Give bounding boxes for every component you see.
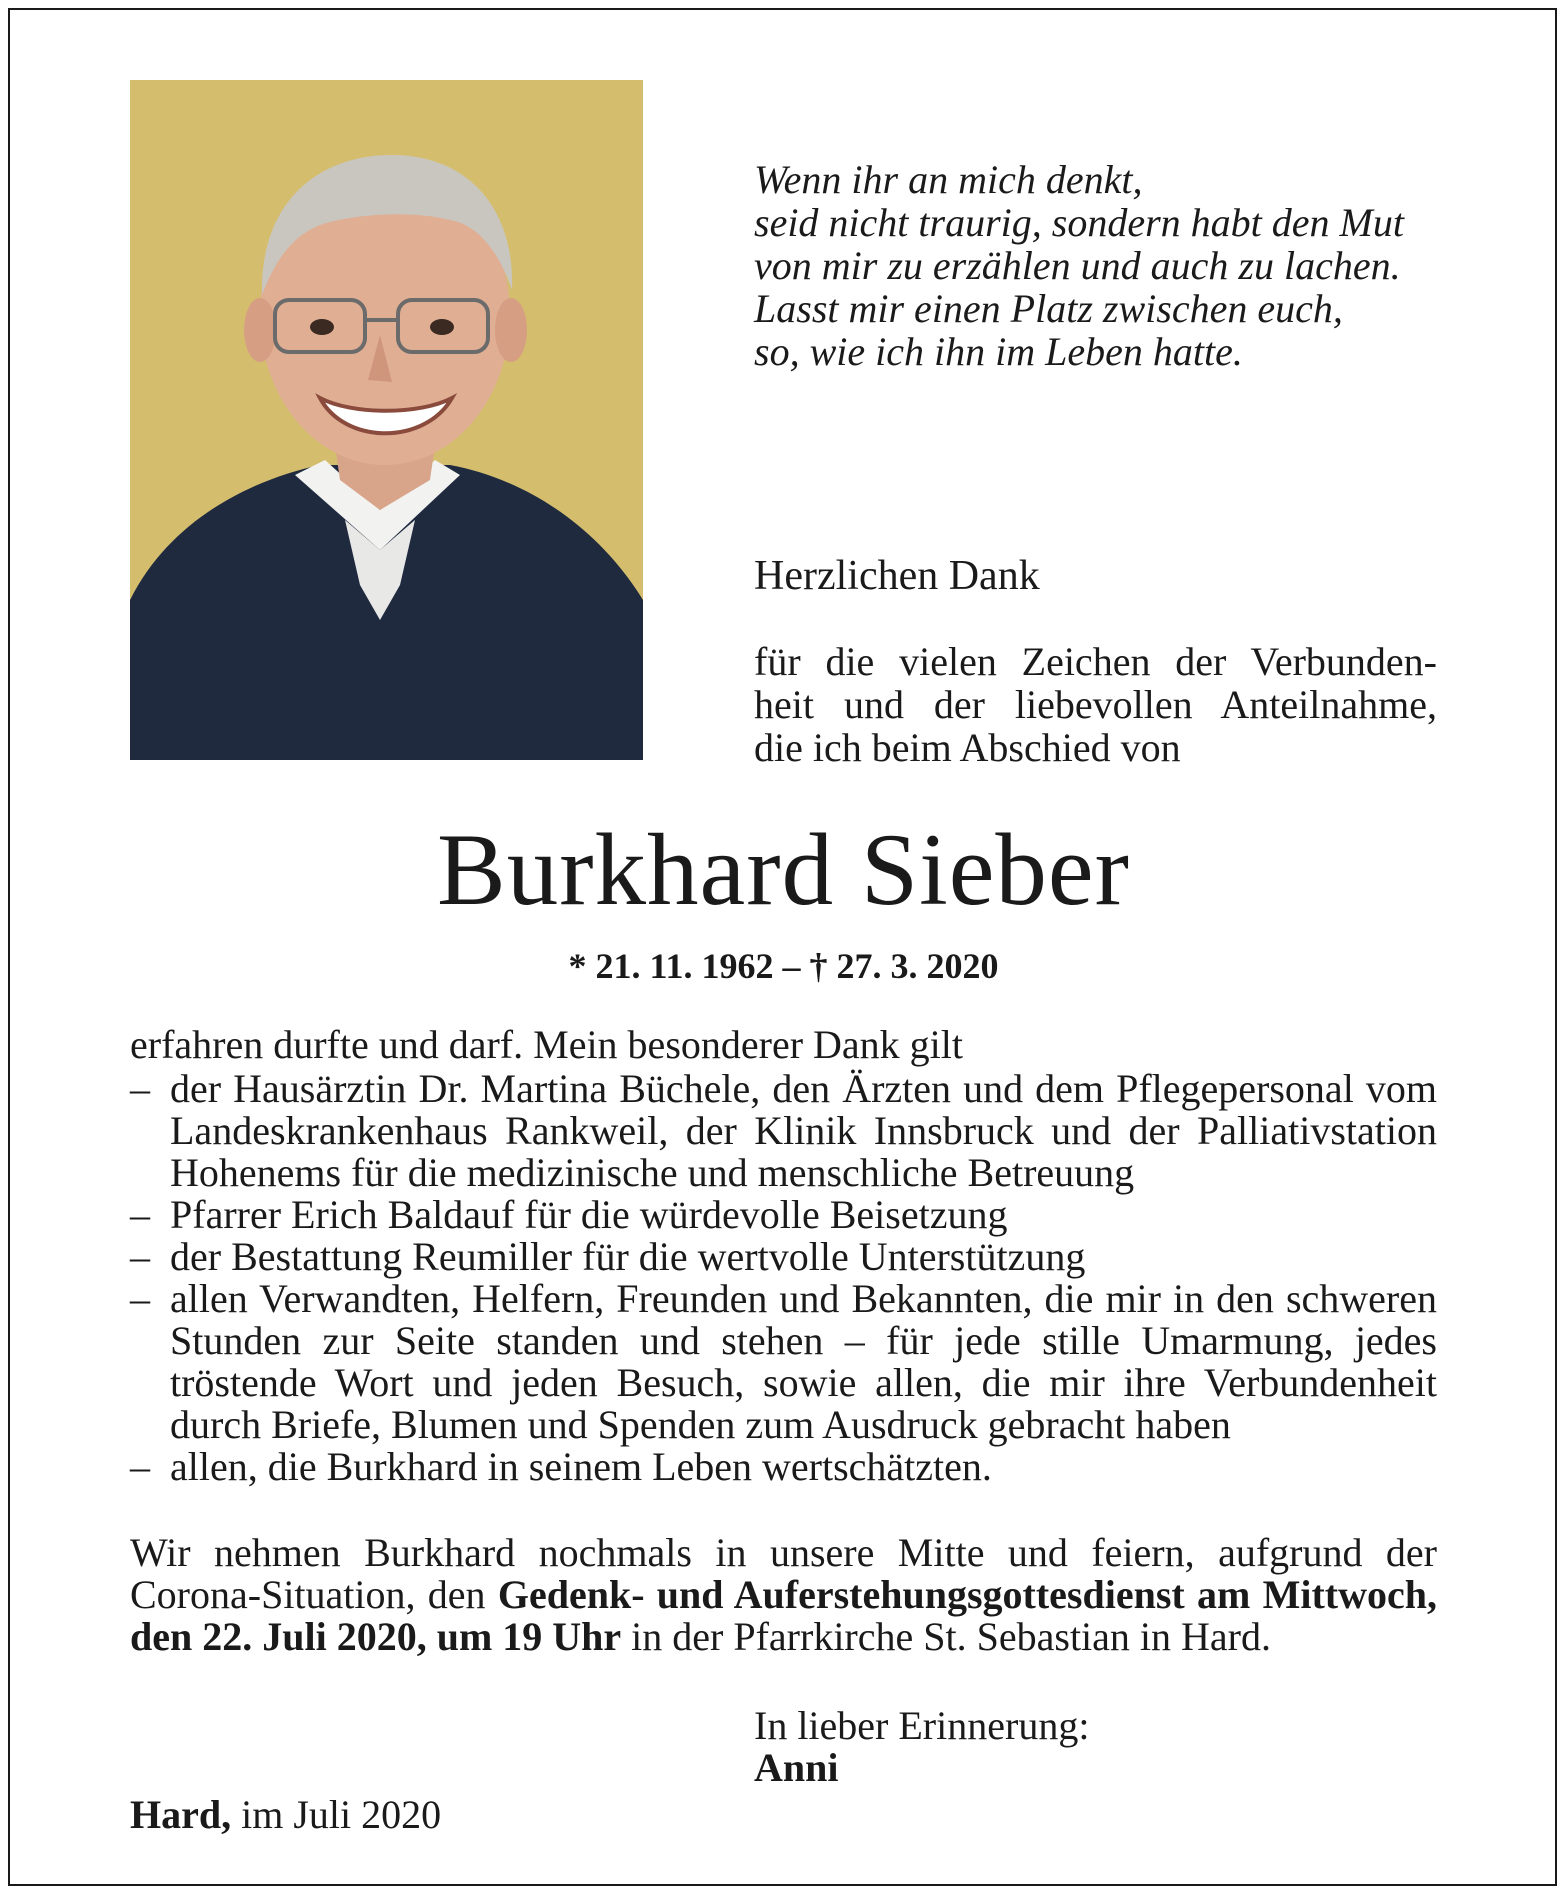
list-dash: – (130, 1066, 150, 1111)
poem-line: so, wie ich ihn im Leben hatte. (754, 329, 1243, 374)
list-item (130, 1068, 1437, 1194)
thanks-list (130, 1068, 1437, 1488)
memorial-service-notice (130, 1532, 1437, 1658)
list-item (130, 1194, 1437, 1236)
place-date-text: im Juli 2020 (231, 1792, 442, 1837)
service-date-bold: Gedenk- und Auferstehungsgottesdienst am Mittwoch, den 22. Juli 2020, um 19 Uhr (130, 1572, 1437, 1659)
list-dash: – (130, 1444, 150, 1489)
portrait-illustration (130, 80, 643, 760)
closing (754, 1705, 1089, 1789)
acknowledgements-intro: erfahren durfte und darf. Mein besonderer Dank gilt (130, 1022, 964, 1067)
poem-line: Lasst mir einen Platz zwischen euch, (754, 286, 1343, 331)
list-dash: – (130, 1234, 150, 1279)
thanks-line: die ich beim Abschied von (754, 725, 1181, 770)
list-item (130, 1446, 1437, 1488)
poem (754, 158, 1454, 373)
poem-line: Wenn ihr an mich denkt, (754, 157, 1143, 202)
deceased-name: Burkhard Sieber (437, 813, 1130, 927)
service-text-after: in der Pfarrkirche St. Sebastian in Hard. (621, 1614, 1271, 1659)
thanks-text (754, 640, 1437, 769)
list-dash: – (130, 1276, 150, 1321)
list-dash: – (130, 1192, 150, 1237)
service-text-before: Wir nehmen Burkhard nochmals in unsere Mitte und feiern, aufgrund der Corona-Situation, den (130, 1530, 1437, 1617)
thanks-line: heit und der liebevollen Anteilnahme, (754, 682, 1437, 727)
list-item (130, 1236, 1437, 1278)
list-item-text: der Bestattung Reumiller für die wertvolle Unterstützung (170, 1234, 1086, 1279)
closing-label: In lieber Erinnerung: (754, 1703, 1090, 1748)
list-item (130, 1278, 1437, 1446)
acknowledgements (130, 1024, 1437, 1488)
thanks-heading: Herzlichen Dank (754, 553, 1040, 599)
signer-name: Anni (754, 1745, 839, 1790)
portrait-photo (130, 80, 643, 760)
poem-line: seid nicht traurig, sondern habt den Mut (754, 200, 1404, 245)
list-item-text: Pfarrer Erich Baldauf für die würdevolle Beisetzung (170, 1192, 1008, 1237)
thanks-line: für die vielen Zeichen der Verbunden- (754, 639, 1437, 684)
list-item-text: der Hausärztin Dr. Martina Büchele, den Ärzten und dem Pflegepersonal vom Landeskrankenhaus Rankweil, der Klinik Innsbruck und der Palliativstation Hohenems für die medizinische und menschliche Betreuung (170, 1066, 1437, 1195)
list-item-text: allen Verwandten, Helfern, Freunden und Bekannten, die mir in den schweren Stunden zur Seite standen und stehen – für jede stille Umarmung, jedes tröstende Wort und jeden Besuch, sowie allen, die mir ihre Verbundenheit durch Briefe, Blumen und Spenden zum Ausdruck gebracht haben (170, 1276, 1437, 1447)
poem-line: von mir zu erzählen und auch zu lachen. (754, 243, 1401, 288)
list-item-text: allen, die Burkhard in seinem Leben wertschätzten. (170, 1444, 992, 1489)
place-date (130, 1794, 441, 1836)
life-dates: * 21. 11. 1962 – † 27. 3. 2020 (568, 946, 999, 986)
place-town: Hard, (130, 1792, 232, 1837)
